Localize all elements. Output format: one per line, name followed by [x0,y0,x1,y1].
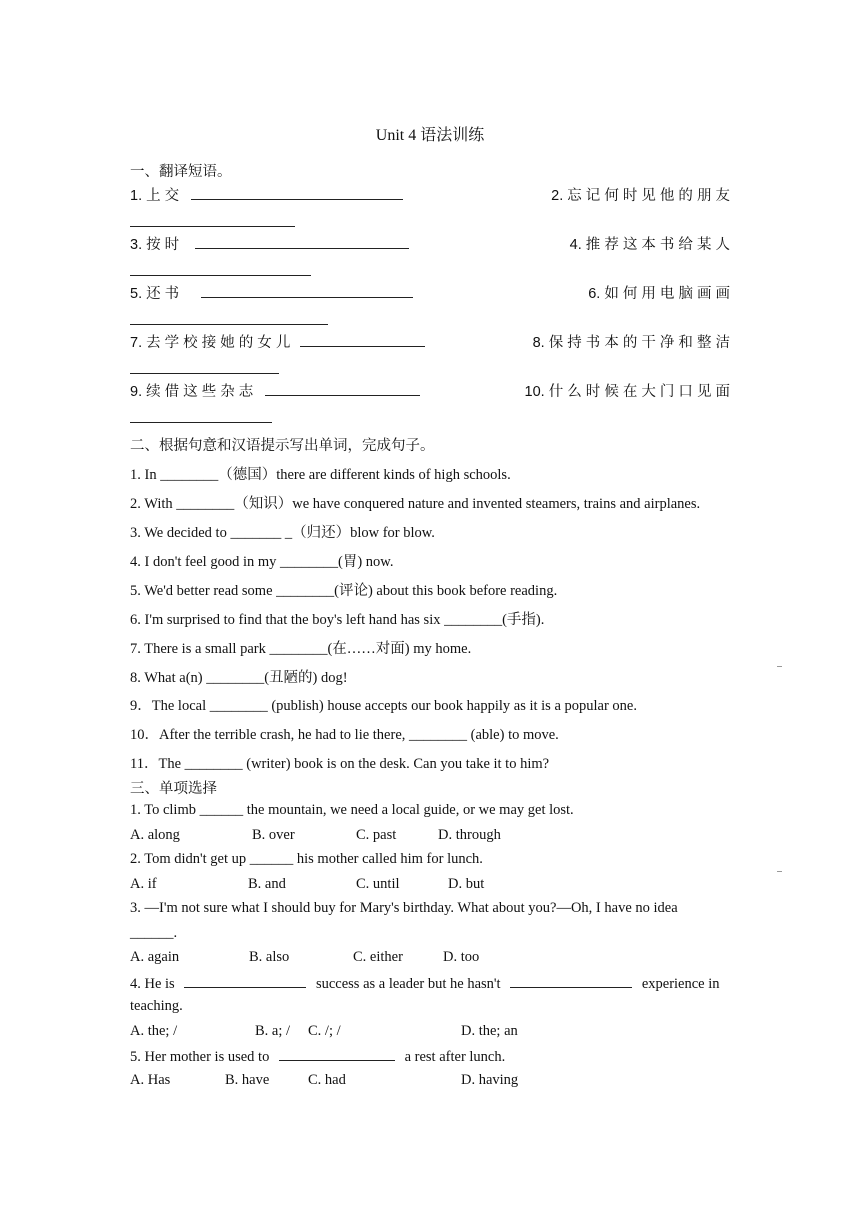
mc-question-1: 1. To climb ______ the mountain, we need a local guide, or we may get lost. [130,802,574,818]
fill-sentence-6: 6. I'm surprised to find that the boy's left hand has six ________(手指). [130,612,545,628]
mc-option[interactable]: B. also [249,949,290,965]
answer-blank[interactable] [130,421,272,423]
mc-question-2: 2. Tom didn't get up ______ his mother called him for lunch. [130,851,483,867]
mc-option[interactable]: D. the; an [461,1023,518,1039]
mc-option[interactable]: C. either [353,949,403,965]
mc-option[interactable]: B. and [248,876,286,892]
mc-option[interactable]: A. the; / [130,1023,178,1039]
mc-option[interactable]: A. if [130,876,157,892]
fill-sentence-1: 1. In ________（德国）there are different kinds of high schools. [130,467,511,483]
answer-blank[interactable] [510,974,632,988]
mc-option[interactable]: A. again [130,949,180,965]
mc-question-3: 3. —I'm not sure what I should buy for Mary's birthday. What about you?—Oh, I have no idea [130,900,678,916]
phrase-item-3 [130,233,409,254]
answer-blank[interactable] [130,225,295,227]
phrase-label: 5. 还 书 [130,286,180,302]
fill-sentence-8: 8. What a(n) ________(丑陋的) dog! [130,670,348,686]
section3-heading: 三、单项选择 [130,781,217,797]
fill-sentence-2: 2. With ________（知识）we have conquered nature and invented steamers, trains and airplanes. [130,496,701,512]
answer-blank[interactable] [130,323,328,325]
question-text: experience in [641,976,720,992]
section1-heading: 一、翻译短语。 [130,164,232,180]
question-text: 5. Her mother is used to [130,1049,270,1065]
mc-option[interactable]: C. had [308,1072,346,1088]
phrase-label: 7. 去 学 校 接 她 的 女 儿 [130,335,291,351]
phrase-item-1 [130,184,403,205]
phrase-item-7 [130,331,425,352]
mc-question-4-continued: teaching. [130,998,183,1014]
mc-option[interactable]: C. /; / [308,1023,341,1039]
mc-option[interactable]: D. through [438,827,501,843]
phrase-item-6: 6. 如 何 用 电 脑 画 画 [588,286,730,302]
answer-blank[interactable] [201,284,413,298]
answer-blank[interactable] [195,235,409,249]
answer-blank[interactable] [300,333,425,347]
question-text: 4. He is [130,976,175,992]
answer-blank[interactable] [191,186,403,200]
phrase-item-9 [130,380,420,401]
answer-blank[interactable] [130,274,311,276]
fill-sentence-4: 4. I don't feel good in my ________(胃) now. [130,554,394,570]
fill-sentence-10: 10．After the terrible crash, he had to lie there, ________ (able) to move. [130,727,559,743]
fill-sentence-5: 5. We'd better read some ________(评论) about this book before reading. [130,583,558,599]
phrase-item-8: 8. 保 持 书 本 的 干 净 和 整 洁 [532,335,730,351]
mc-option[interactable]: A. Has [130,1072,171,1088]
fill-sentence-3: 3. We decided to _______ _（归还）blow for blow. [130,525,435,541]
phrase-item-10: 10. 什 么 时 候 在 大 门 口 见 面 [524,384,730,400]
margin-mark [777,871,782,872]
mc-option[interactable]: D. too [443,949,480,965]
question-text: a rest after lunch. [404,1049,506,1065]
question-text: success as a leader but he hasn't [315,976,501,992]
answer-blank[interactable] [265,382,420,396]
mc-option[interactable]: B. over [252,827,295,843]
margin-mark [777,666,782,667]
mc-option[interactable]: D. but [448,876,485,892]
answer-blank[interactable] [184,974,306,988]
mc-question-3-continued: ______. [130,925,178,941]
mc-option[interactable]: C. until [356,876,400,892]
phrase-item-4: 4. 推 荐 这 本 书 给 某 人 [569,237,730,253]
answer-blank[interactable] [130,372,279,374]
fill-sentence-11: 11．The ________ (writer) book is on the desk. Can you take it to him? [130,756,550,772]
mc-question-4 [130,974,730,993]
mc-option[interactable]: B. have [225,1072,270,1088]
answer-blank[interactable] [279,1047,395,1061]
mc-question-5 [130,1047,730,1066]
mc-option[interactable]: A. along [130,827,180,843]
fill-sentence-7: 7. There is a small park ________(在……对面) my home. [130,641,472,657]
mc-option[interactable]: B. a; / [255,1023,291,1039]
section2-heading: 二、根据句意和汉语提示写出单词，完成句子。 [130,438,435,454]
phrase-label: 1. 上 交 [130,188,180,204]
phrase-item-2: 2. 忘 记 何 时 见 他 的 朋 友 [551,188,730,204]
mc-option[interactable]: C. past [356,827,397,843]
mc-option[interactable]: D. having [461,1072,519,1088]
phrase-label: 9. 续 借 这 些 杂 志 [130,384,254,400]
phrase-label: 3. 按 时 [130,237,180,253]
fill-sentence-9: 9．The local ________ (publish) house accepts our book happily as it is a popular one. [130,698,637,714]
phrase-item-5 [130,282,413,303]
page-title: Unit 4 语法训练 [375,127,485,144]
